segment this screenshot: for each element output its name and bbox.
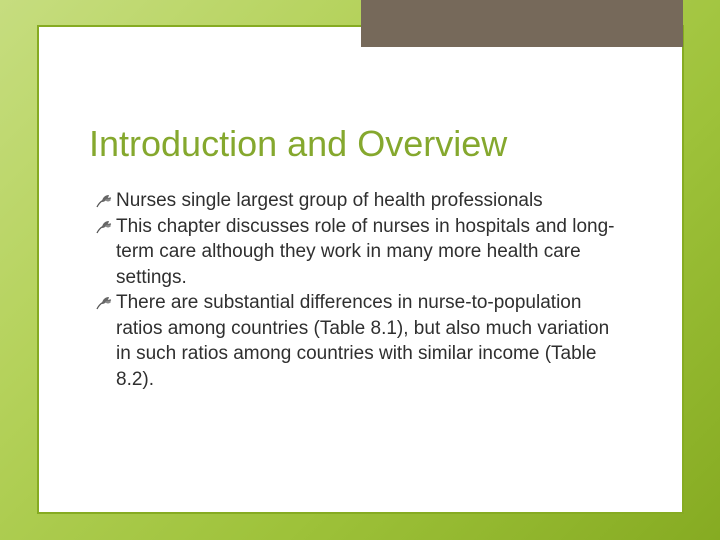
slide-title: Introduction and Overview xyxy=(89,123,508,164)
bullet-item xyxy=(94,214,624,291)
decorative-top-tab xyxy=(361,0,683,47)
bullet-item xyxy=(94,290,624,392)
leaf-sprout-icon xyxy=(96,194,112,208)
bullet-item xyxy=(94,188,624,214)
leaf-sprout-icon xyxy=(96,220,112,234)
bullet-list xyxy=(94,188,624,392)
leaf-sprout-icon xyxy=(96,296,112,310)
bullet-text: There are substantial differences in nurse-to-population ratios among countries (Table 8.1), but also much variation in such ratios among countries with similar income (Table 8.2). xyxy=(116,292,610,390)
bullet-text: Nurses single largest group of health professionals xyxy=(116,190,543,211)
bullet-text: This chapter discusses role of nurses in hospitals and long-term care although they work in many more health care settings. xyxy=(116,215,615,288)
